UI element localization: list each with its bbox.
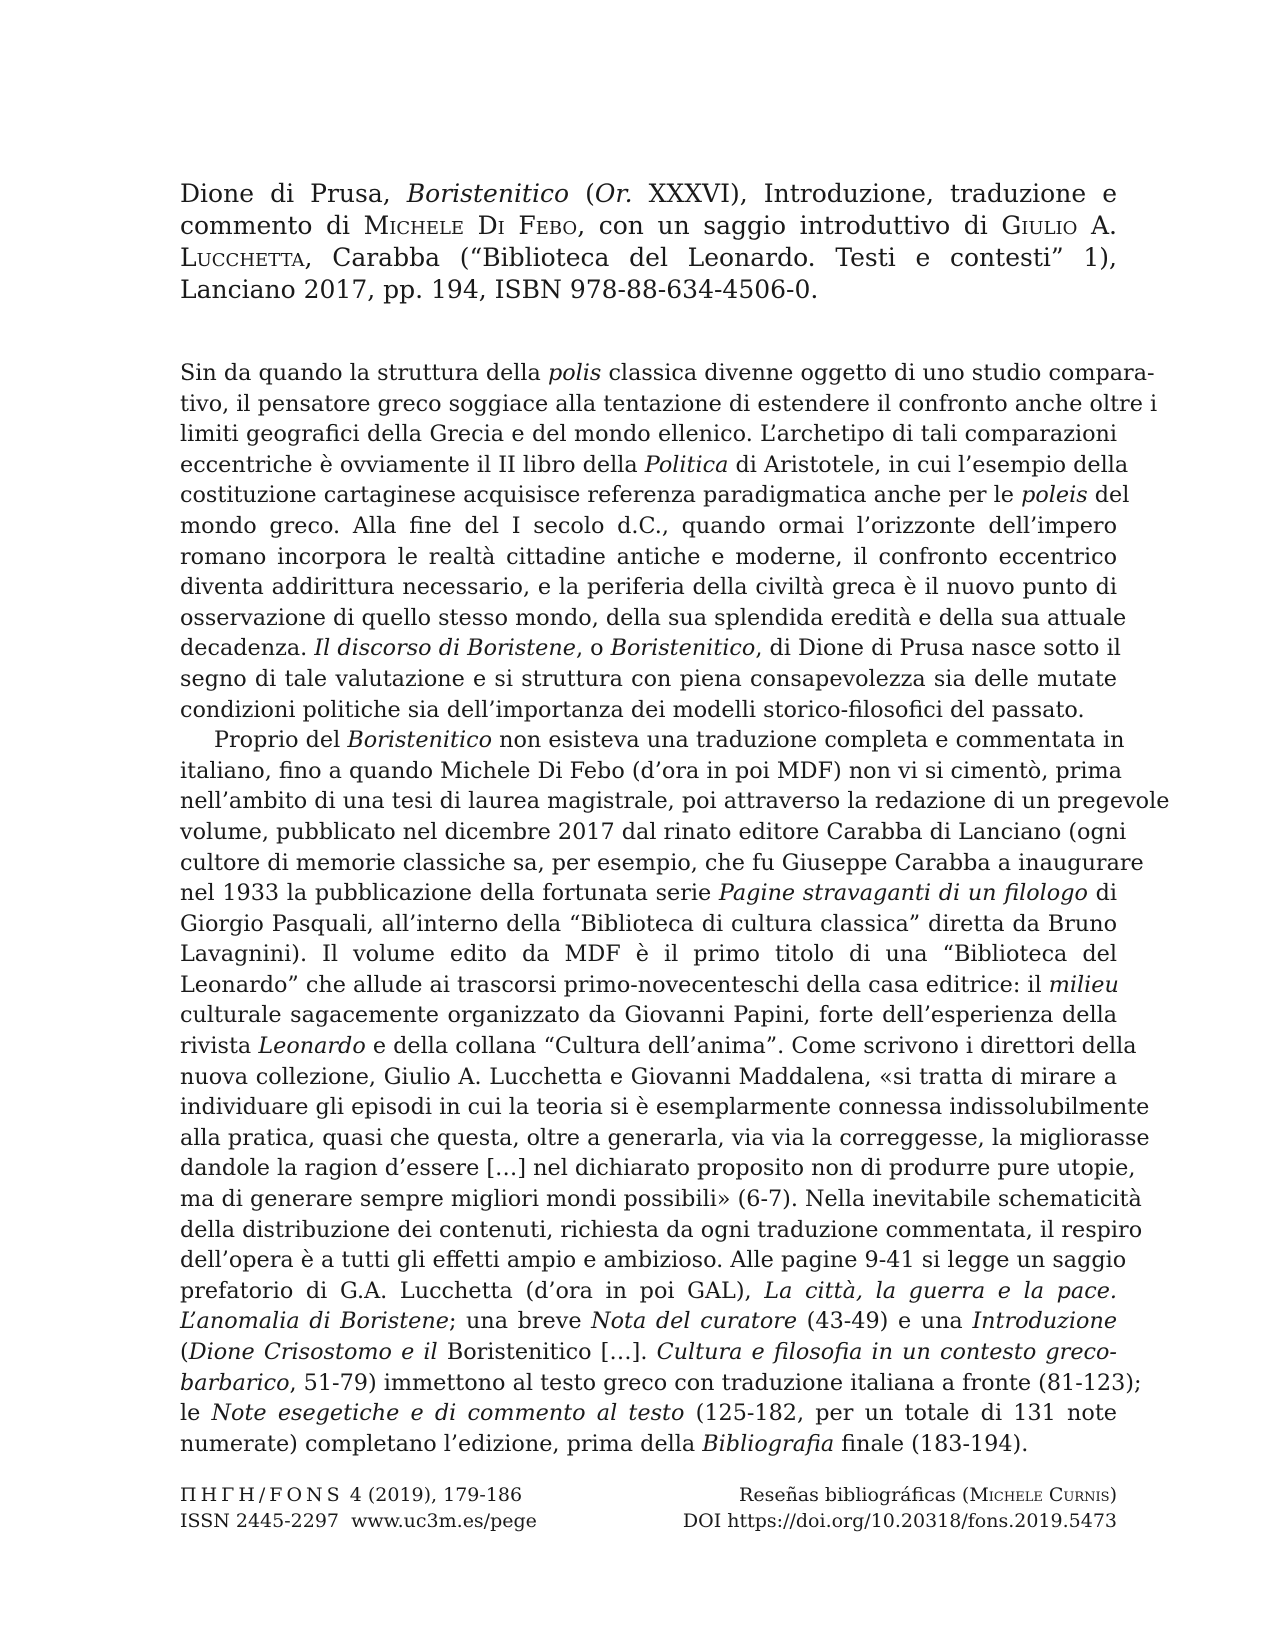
text-span: e della collana “Cultura dell’anima”. Come scrivono i direttori della xyxy=(365,1033,1137,1060)
text-span: Proprio del xyxy=(214,727,348,754)
reviewer-name: Michele Curnis xyxy=(969,1484,1110,1506)
bibliographic-heading xyxy=(180,178,1117,306)
body-line xyxy=(180,878,1117,909)
body-line xyxy=(180,480,1130,511)
body-line xyxy=(180,1184,1142,1215)
footer-section-line xyxy=(640,1482,1117,1508)
body-line xyxy=(180,1245,1127,1276)
italic-text: Boristenitico xyxy=(406,179,570,208)
body-line xyxy=(180,1000,1117,1031)
text-span: costituzione cartaginese acquisisce referenza paradigmatica anche per le xyxy=(180,482,1022,509)
italic-text: poleis xyxy=(1021,482,1088,509)
text-span: diventa addirittura necessario, e la periferia della civiltà greca è il nuovo punto di xyxy=(180,574,1117,601)
text-span: decadenza. xyxy=(180,635,315,662)
body-line xyxy=(180,358,1155,389)
body-line xyxy=(180,970,1117,1001)
text-span: cultore di memorie classiche sa, per esempio, che fu Giuseppe Carabba a inaugurare xyxy=(180,849,1144,876)
body-line xyxy=(180,603,1127,634)
text-span: limiti geografici della Grecia e del mondo ellenico. L’archetipo di tali comparazioni xyxy=(180,421,1117,448)
text-span: nel 1933 la pubblicazione della fortunata serie xyxy=(180,880,719,907)
text-span: Lucchetta xyxy=(180,243,305,272)
text-span: , 51-79) immettono al testo greco con traduzione italiana a fronte (81-123); xyxy=(289,1369,1142,1396)
italic-text: Pagine stravaganti di un filologo xyxy=(718,880,1088,907)
doi-link[interactable]: https://doi.org/10.20318/fons.2019.5473 xyxy=(727,1510,1117,1532)
text-span: Lanciano 2017, pp. 194, ISBN 978-88-634-4506-0. xyxy=(180,275,819,304)
issn: ISSN 2445-2297 xyxy=(180,1510,339,1532)
text-span: di xyxy=(1087,880,1117,907)
journal-website-link[interactable]: www.uc3m.es/pege xyxy=(351,1510,537,1532)
text-span: ( xyxy=(569,179,595,208)
text-span: , con un saggio introduttivo di xyxy=(577,211,1002,240)
journal-title: ΠΗΓΗ/FONS xyxy=(180,1484,344,1506)
italic-text: Note esegetiche e di commento al testo xyxy=(211,1400,685,1427)
body-line xyxy=(180,1368,1142,1399)
body-line xyxy=(180,1398,1117,1429)
body-line xyxy=(180,1123,1150,1154)
text-span: non esisteva una traduzione completa e commentata in xyxy=(492,727,1125,754)
footer-journal-line xyxy=(180,1482,640,1508)
body-line xyxy=(180,909,1117,940)
body-line xyxy=(180,511,1117,542)
body-line xyxy=(180,786,1170,817)
body-line xyxy=(180,1153,1136,1184)
text-span: ma di generare sempre migliori mondi possibili» (6-7). Nella inevitabile schematicità xyxy=(180,1186,1142,1213)
italic-text: Or. xyxy=(594,179,633,208)
text-span: rivista xyxy=(180,1033,259,1060)
heading-line xyxy=(180,274,1117,306)
text-span: prefatorio di G.A. Lucchetta (d’ora in poi GAL), xyxy=(180,1277,765,1304)
italic-text: Boristenitico xyxy=(347,727,493,754)
essayist-name: Giulio A. xyxy=(1001,211,1117,240)
text-span: , Carabba (“Biblioteca del Leonardo. Testi e contesti” 1), xyxy=(304,243,1117,272)
italic-text: barbarico xyxy=(180,1369,290,1396)
italic-text: Il discorso di Boristene xyxy=(314,635,576,662)
italic-text: Leonardo xyxy=(258,1033,366,1060)
italic-text: Cultura e filosofia in un contesto greco- xyxy=(656,1339,1117,1365)
body-line xyxy=(180,1306,1117,1337)
italic-text: polis xyxy=(547,360,602,386)
doi-label: DOI xyxy=(682,1510,722,1532)
text-span: Giorgio Pasquali, all’interno della “Biblioteca di cultura classica” diretta da Bruno xyxy=(180,910,1117,937)
body-line xyxy=(180,542,1117,573)
footer-review-info xyxy=(640,1482,1117,1534)
body-line xyxy=(180,725,1125,756)
text-span: numerate) completano l’edizione, prima della xyxy=(180,1430,703,1457)
text-span: alla pratica, quasi che questa, oltre a generarla, via via la correggesse, la migliorasse xyxy=(180,1124,1150,1151)
body-line xyxy=(180,939,1117,970)
italic-text: La città, la guerra e la pace. xyxy=(764,1277,1117,1304)
text-span: mondo greco. Alla fine del I secolo d.C., quando ormai l’orizzonte dell’impero xyxy=(180,512,1117,539)
text-span: del xyxy=(1087,482,1130,509)
review-body xyxy=(180,358,1170,1459)
body-line xyxy=(180,817,1127,848)
text-span: , di Dione di Prusa nasce sotto il xyxy=(755,635,1121,662)
text-span: Boristenitico […]. xyxy=(437,1339,657,1365)
text-span: volume, pubblicato nel dicembre 2017 dal rinato editore Carabba di Lanciano (ogni xyxy=(180,818,1127,845)
body-line xyxy=(180,756,1122,787)
body-line xyxy=(180,572,1117,603)
text-span: eccentriche è ovviamente il II libro della xyxy=(180,451,645,478)
body-line xyxy=(180,1031,1137,1062)
body-line xyxy=(180,1429,1117,1460)
italic-text: Bibliografia xyxy=(702,1430,835,1457)
footer-issn-line xyxy=(180,1508,640,1534)
italic-text: Nota del curatore xyxy=(591,1308,798,1335)
text-span: Dione di Prusa, xyxy=(180,179,407,208)
text-span: culturale sagacemente organizzato da Giovanni Papini, forte dell’esperienza della xyxy=(180,1002,1117,1029)
text-span: le xyxy=(180,1400,212,1427)
italic-text: Introduzione xyxy=(972,1308,1118,1335)
text-span: ; una breve xyxy=(448,1308,592,1335)
italic-text: Dione Crisostomo e il xyxy=(188,1339,438,1365)
italic-text: milieu xyxy=(1048,971,1119,998)
footer-doi-line xyxy=(640,1508,1117,1534)
text-span: ( xyxy=(180,1339,189,1365)
body-line xyxy=(180,633,1121,664)
text-span: (125-182, per un totale di 131 note xyxy=(684,1400,1117,1427)
footer-journal-info xyxy=(180,1482,640,1534)
text-span: nuova collezione, Giulio A. Lucchetta e Giovanni Maddalena, «si tratta di mirare a xyxy=(180,1063,1117,1090)
text-span: Lavagnini). Il volume edito da MDF è il primo titolo di una “Biblioteca del xyxy=(180,941,1117,968)
text-span: (43-49) e una xyxy=(797,1308,973,1335)
text-span: osservazione di quello stesso mondo, della sua splendida eredità e della sua attuale xyxy=(180,604,1127,631)
body-line xyxy=(180,1276,1117,1307)
text-span: finale (183-194). xyxy=(834,1430,1029,1457)
body-line xyxy=(180,419,1117,450)
text-span: di Aristotele, in cui l’esempio della xyxy=(728,451,1129,478)
text-span: Leonardo” che allude ai trascorsi primo-novecenteschi della casa editrice: il xyxy=(180,971,1049,998)
text-span: segno di tale valutazione e si struttura con piena consapevolezza sia delle mutate xyxy=(180,665,1117,692)
text-span: commento di xyxy=(180,211,364,240)
body-line xyxy=(180,1062,1117,1093)
body-line xyxy=(180,1337,1117,1368)
body-line xyxy=(180,1215,1143,1246)
journal-issue: 4 (2019), 179-186 xyxy=(343,1484,523,1506)
text-span: dell’opera è a tutti gli effetti ampio e ambizioso. Alle pagine 9-41 si legge un saggio xyxy=(180,1247,1127,1274)
heading-line xyxy=(180,210,1117,242)
text-span: Reseñas bibliográficas ( xyxy=(739,1484,970,1506)
text-span: italiano, fino a quando Michele Di Febo (d’ora in poi MDF) non vi si cimentò, prima xyxy=(180,757,1122,784)
text-span: ) xyxy=(1109,1484,1117,1506)
body-line xyxy=(180,848,1144,879)
text-span: XXXVI), Introduzione, traduzione e xyxy=(632,179,1117,208)
text-span: nell’ambito di una tesi di laurea magistrale, poi attraverso la redazione di un pregevole xyxy=(180,788,1170,815)
italic-text: Boristenitico xyxy=(610,635,756,662)
body-line xyxy=(180,389,1158,420)
text-span: Sin da quando la struttura della xyxy=(180,360,548,386)
text-span: tivo, il pensatore greco soggiace alla tentazione di estendere il confronto anche oltre i xyxy=(180,390,1158,417)
text-span: individuare gli episodi in cui la teoria si è esemplarmente connessa indissolubilmente xyxy=(180,1094,1150,1121)
heading-line xyxy=(180,242,1117,274)
body-line xyxy=(180,664,1117,695)
body-line xyxy=(180,695,1117,726)
italic-text: Politica xyxy=(644,451,729,478)
body-line xyxy=(180,450,1129,481)
editor-name: Michele Di Febo xyxy=(363,211,578,240)
text-span: classica divenne oggetto di uno studio compara- xyxy=(601,360,1155,386)
text-span: , o xyxy=(575,635,611,662)
italic-text: L’anomalia di Boristene xyxy=(180,1308,449,1335)
text-span: della distribuzione dei contenuti, richiesta da ogni traduzione commentata, il respiro xyxy=(180,1216,1143,1243)
text-span: romano incorpora le realtà cittadine antiche e moderne, il confronto eccentrico xyxy=(180,543,1117,570)
heading-line xyxy=(180,178,1117,210)
text-span: dandole la ragion d’essere […] nel dichiarato proposito non di produrre pure utopie, xyxy=(180,1155,1136,1182)
body-line xyxy=(180,1092,1150,1123)
text-span: condizioni politiche sia dell’importanza dei modelli storico-filosofici del passato. xyxy=(180,696,1085,723)
